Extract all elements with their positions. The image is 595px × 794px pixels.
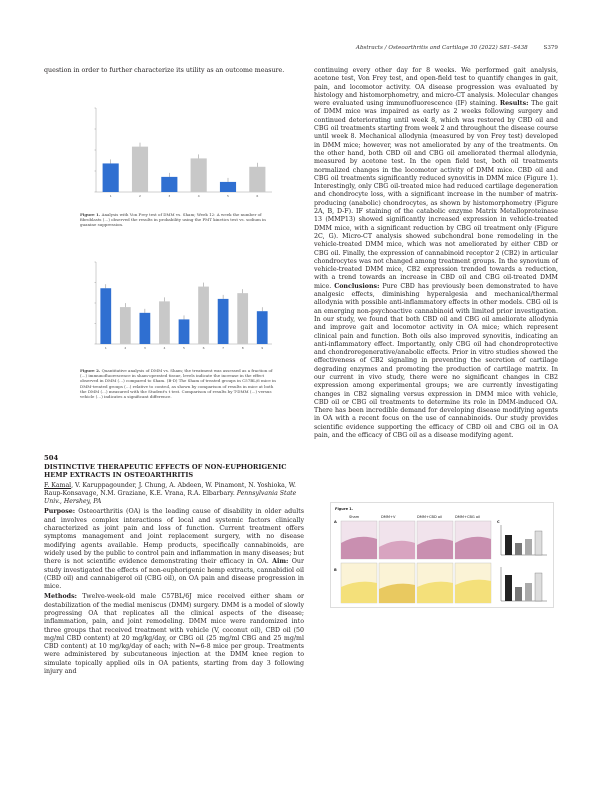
results-label: Results: — [499, 100, 529, 108]
methods-text: Twelve-week-old male C57BL/6J mice received either sham or destabilization of the medial meniscus (DMM) surgery. DMM is a model of slowly progressing OA that replicates all the clinical aspects of the disease; inflammation, pain, and joint remodeling. DMM mice were randomized into three groups that received treatment with vehicle (V, coconut oil), CBD oil (50 mg/ml CBD content) at 20 mg/kg/day, or CBG oil (25 mg/ml CBG and 25 mg/ml CBD content) at 10 mg/kg/day of each; with N=6-8 mice per group. Treatments were administered by subcutaneous injection at the DMM knee region to simulate topically applied oils in OA patients, starting from day 3 following injury and — [44, 593, 304, 676]
page-number: S379 — [543, 45, 558, 51]
figure-2 — [80, 252, 280, 362]
panel-c-graphs — [501, 525, 547, 601]
panel-c-bar — [535, 531, 542, 555]
journal-citation: Abstracts / Osteoarthritis and Cartilage 30 (2022) S81–S438 — [355, 45, 528, 51]
purpose-label: Purpose: — [44, 508, 76, 516]
column-label-dmm-cbg: DMM+CBG oil — [455, 515, 481, 519]
x-tick-label: 4 — [197, 194, 200, 198]
panel-c-bar — [505, 535, 512, 555]
abstract-title: DISTINCTIVE THERAPEUTIC EFFECTS OF NON-EUPHORIGENIC HEMP EXTRACTS IN OSTEOARTHRITIS — [44, 463, 287, 480]
x-tick-label: 3 — [168, 194, 171, 198]
panel-c-bar — [525, 583, 532, 601]
methods-continued: continuing every other day for 8 weeks. We performed gait analysis, acetone test, Von Frey test, and open-field test to quantify changes in gait, pain, and locomotor activity. OA disease progression was evaluated by histology and histomorphometry, and micro-CT analysis. Molecular changes were evaluated using immunofluorescence (IF) staining. — [314, 67, 558, 108]
abstract-504 — [44, 454, 304, 676]
methods-label: Methods: — [44, 593, 77, 601]
figure-2-caption-text: Quantitative analysis of DMM vs. Sham; the treatment was assessed as a fraction of (…) immunofluorescence in sham-operated tissue, levels indicate the increase in the effect observed in DMM (…) compared to Sham. (B-D) The Sham of treated groups in C57BL/6 mice in DMM-treated groups (…) relative to control, as shown by comparison of results in mice at both the DMM (…) measured with the Student's t test. Comparison of results by T-DMM (…) versus vehicle (…) indicates a significant difference. — [80, 368, 276, 400]
bar — [140, 313, 151, 344]
bar — [120, 307, 131, 344]
x-tick-label: 5 — [183, 346, 185, 350]
panel-c-bar — [525, 539, 532, 555]
bar — [179, 319, 190, 344]
running-header — [220, 45, 558, 51]
figure-2-chart — [80, 252, 280, 362]
figure-3-histology — [330, 502, 554, 608]
x-tick-label: 1 — [109, 194, 112, 198]
panel-c-bar — [505, 575, 512, 601]
x-tick-label: 8 — [241, 346, 244, 350]
bar — [218, 299, 229, 344]
figure-1-caption-label: Figure 1. — [80, 212, 101, 217]
x-tick-label: 1 — [104, 346, 107, 350]
methods-paragraph — [44, 593, 304, 676]
figure-3-panels — [331, 503, 553, 607]
bar — [159, 301, 170, 344]
bar — [100, 288, 111, 344]
bar — [249, 167, 265, 192]
panel-b-dmmcbg-tissue — [455, 580, 491, 603]
column-label-dmm-v: DMM+V — [381, 515, 396, 519]
panel-a-label: A — [334, 520, 337, 524]
figure-3-label: Figure 1. — [335, 507, 354, 511]
bar — [220, 182, 236, 192]
column-label-dmm-cbd: DMM+CBD oil — [417, 515, 443, 519]
purpose-text: Osteoarthritis (OA) is the leading cause of disability in older adults and involves complex interactions of local and systemic factors clinically characterized as joint pain and loss of function. Current treatment offers symptoms management and joint replacement surgery, with no disease modifying agents available. Hemp products, specifically cannabinoids, are widely used by the public to control pain and inflammation in many diseases; but there is not scientific evidence demonstrating their efficacy in OA. — [44, 508, 304, 566]
conclusions-label: Conclusions: — [334, 282, 380, 290]
panel-c-bar — [535, 573, 542, 601]
bar — [257, 311, 268, 344]
panel-c-bar — [515, 587, 522, 601]
x-tick-label: 9 — [261, 346, 264, 350]
panel-c-label: C — [497, 520, 500, 524]
figure-2-caption-label: Figure 2. — [80, 368, 101, 373]
bar — [132, 147, 148, 192]
x-tick-label: 6 — [202, 346, 205, 350]
presenting-author: F. Kamal — [44, 481, 72, 489]
author-list — [44, 482, 304, 507]
x-tick-label: 6 — [256, 194, 259, 198]
x-tick-label: 2 — [139, 194, 141, 198]
results-text: The gait of DMM mice was impaired as early as 2 weeks following surgery and continued deteriorating until week 8, which was restored by CBD oil and CBG oil treatments starting from week 2 and throughout the disease course until week 8. Mechanical allodynia (measured by von Frey test) developed in DMM mice; however, was not ameliorated by any of the treatments. On the other hand, both CBD oil and CBG oil ameliorated thermal allodynia, measured by acetone test. In the open field test, both oil treatments normalized changes in the locomotor activity of DMM mice. CBD oil and CBG oil treatments significantly reduced synovitis in DMM mice (Figure 1). Interestingly, only CBG oil-treated mice had reduced cartilage degeneration and chondrocyte loss, with a significant increase in the number of matrix-producing (anabolic) chondrocytes, as shown by histomorphometry (Figure 2A, B, D-F). IF staining of the catabolic enzyme Matrix Metalloproteinase 13 (MMP13) showed significantly increased expression in vehicle-treated DMM mice, with a significant reduction by CBG oil treatment only (Figure 2C, G). Micro-CT analysis showed subchondral bone remodeling in the vehicle-treated DMM mice, which was not ameliorated by either CBD or CBG oil. Finally, the expression of cannabinoid receptor 2 (CB2) in articular chondrocytes was not changed among treatment groups. In the synovium of vehicle-treated DMM mice, CB2 expression trended towards a reduction, with a trend towards an increase in CBD oil and CBG oil-treated DMM mice. — [314, 100, 558, 290]
bar — [103, 163, 119, 192]
panel-b-label: B — [334, 568, 337, 572]
left-column-top — [44, 67, 304, 75]
figure-1 — [80, 98, 280, 210]
conclusions-text: Pure CBD has previously been demonstrated to have analgesic effects, diminishing hyperalgesia and mechanical/thermal allodynia with possible anti-inflammatory effects in other models. CBG oil is an emerging non-psychoactive cannabinoid with limited prior investigation. In our study, we found that both CBD oil and CBG oil ameliorate allodynia and improve gait and locomotor activity in OA mice; which represent clinical pain and function. Both oils also improved synovitis, indicating an anti-inflammatory effect. Importantly, only CBG oil had chondroprotective and chondroregenerative/anabolic effects. Prior in vitro studies showed the effectiveness of CB2 signaling in preventing the secretion of cartilage degrading enzymes and promoting the production of cartilage matrix. In our current in vivo study, there were no significant changes in CB2 expression among experimental groups; we are currently investigating changes in CB2 signaling versus expression in DMM mice with vehicle, CBD oil or CBG oil treatments to determine its role in DMM-induced OA. There has been incredible demand for developing disease modifying agents in OA with a recent focus on the use of cannabinoids. Our study provides scientific evidence supporting the efficacy of CBD oil and CBG oil in OA pain, and the efficacy of CBG oil as a disease modifying agent. — [314, 282, 558, 440]
continued-text: question in order to further characterize its utility as an outcome measure. — [44, 67, 285, 74]
bar — [198, 287, 209, 344]
x-tick-label: 3 — [143, 346, 146, 350]
bar — [237, 293, 248, 344]
x-tick-label: 4 — [163, 346, 166, 350]
bar — [191, 158, 207, 192]
figure-1-caption — [80, 212, 280, 228]
affiliation: Pennsylvania State Univ., Hershey, PA — [44, 490, 297, 506]
aim-label: Aim: — [272, 558, 289, 566]
aim-text: Our study investigated the effects of non-euphorigenic hemp extracts, cannabidiol oil (CBD oil) and cannabigerol oil (CBG oil), on OA pain and disease progression in mice. — [44, 558, 304, 591]
column-label-sham: Sham — [349, 515, 360, 519]
purpose-paragraph — [44, 508, 304, 591]
x-tick-label: 7 — [222, 346, 225, 350]
figure-2-caption — [80, 368, 280, 399]
figure-1-caption-text: Analysis with Von Frey test of DMM vs. Sham; Week 12: A week the number of fibroblasts (…) observed the results in probability using the PMT kinetics test vs. sodium in guanine suppression. — [80, 212, 266, 228]
x-tick-label: 2 — [124, 346, 127, 350]
x-tick-label: 5 — [227, 194, 229, 198]
bar — [161, 177, 177, 192]
panel-c-bar — [515, 543, 522, 555]
figure-1-chart — [80, 98, 280, 210]
right-column — [314, 67, 558, 440]
co-authors: , V. Karuppagounder, J. Chung, A. Abdeen, W. Pinamont, N. Yoshioka, W. Raup-Konsavage, N.M. Graziane, K.E. Vrana, R.A. Elbarbary. — [44, 481, 296, 498]
abstract-number: 504 — [44, 454, 59, 462]
